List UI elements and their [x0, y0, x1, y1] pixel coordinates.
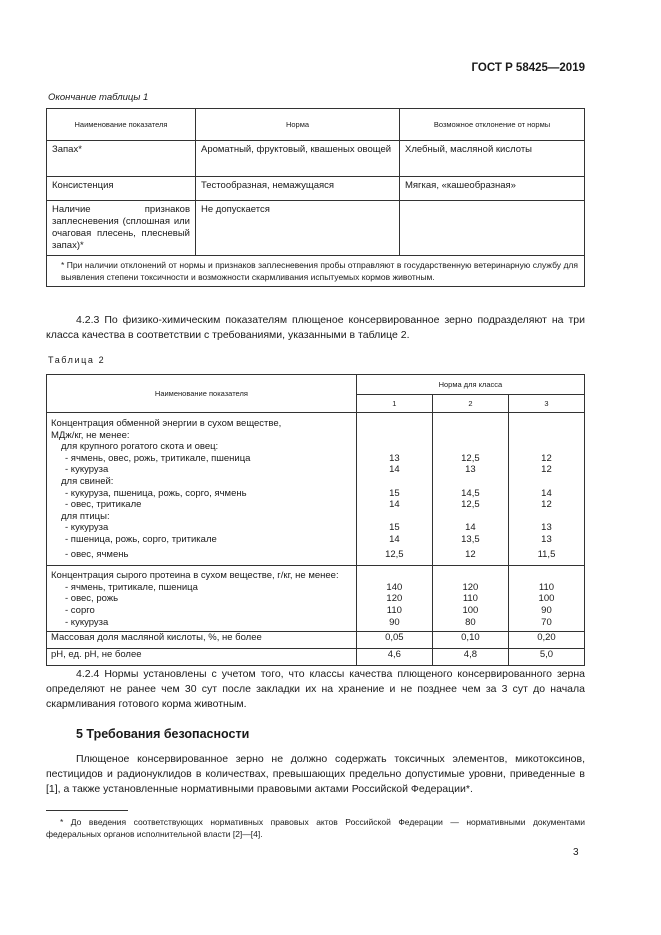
- table-row: [47, 649, 585, 666]
- paragraph-4-2-3: 4.2.3 По физико-химическим показателям плющеное консервированное зерно подразделяют на три класса качества в соответствии с требованиями, указанными в таблице 2.: [46, 314, 585, 341]
- class-value: [513, 476, 580, 488]
- table-row: [47, 413, 585, 566]
- table1: [46, 108, 585, 287]
- class-value: 12: [541, 499, 552, 511]
- class-value: 12,5: [461, 452, 480, 464]
- class-value: [361, 441, 428, 453]
- table2-energy-class1: [356, 413, 432, 566]
- table-row: [47, 141, 585, 177]
- table-row: [47, 632, 585, 649]
- table-row: [47, 177, 585, 201]
- class-value: 15: [389, 487, 400, 499]
- table-row: [47, 566, 585, 632]
- table2-header-row: [47, 375, 585, 395]
- class-value: [437, 570, 504, 582]
- param-line: - кукуруза: [65, 522, 109, 534]
- class-value: 13: [541, 522, 552, 534]
- table2-header-norm: Норма для класса: [356, 375, 584, 395]
- param-line: для свиней:: [61, 475, 114, 487]
- footnote-separator: [46, 810, 128, 811]
- table1-footnote: * При наличии отклонений от нормы и признаков заплесневения пробы отправляют в государственную ветеринарную службу для выявления степени токсичности и возможности скармливания испытуемых кормов животным.: [47, 256, 585, 287]
- class-value: 13: [465, 464, 476, 476]
- class-value: [437, 441, 504, 453]
- param-line: для крупного рогатого скота и овец:: [61, 441, 219, 453]
- table2-energy-params: [47, 413, 357, 566]
- table2: [46, 374, 585, 666]
- class-value: 120: [462, 581, 479, 593]
- table1-footnote-row: [47, 256, 585, 287]
- table-cell: 0,20: [508, 632, 584, 649]
- table1-caption: Окончание таблицы 1: [48, 92, 149, 103]
- class-value: [437, 430, 504, 442]
- class-value: 90: [541, 604, 552, 616]
- class-value: 110: [462, 593, 478, 605]
- document-standard-number: ГОСТ Р 58425—2019: [471, 62, 585, 74]
- class-value: [513, 418, 580, 430]
- table-cell: Ароматный, фруктовый, квашеных овощей: [196, 141, 400, 177]
- table-cell: 4,6: [356, 649, 432, 666]
- class-value: 100: [462, 604, 479, 616]
- table-cell: Консистенция: [47, 177, 196, 201]
- class-value: [513, 441, 580, 453]
- table-cell: Мягкая, «кашеобразная»: [400, 177, 585, 201]
- page-number: 3: [573, 847, 579, 858]
- table-cell: 0,10: [432, 632, 508, 649]
- param-line: - пшеница, рожь, сорго, тритикале: [65, 533, 217, 545]
- class-value: [361, 570, 428, 582]
- param-line: - сорго: [65, 604, 95, 616]
- paragraph-5: Плющеное консервированное зерно не должно содержать токсичных элементов, микотоксинов, пестицидов и радионуклидов в количествах, превышающих предельно допустимые уровни, приведенные в [1], а также установленные нормативными правовыми актами Российской Федерации*.: [46, 753, 585, 795]
- class-value: 100: [538, 593, 555, 605]
- table2-energy-class2: [432, 413, 508, 566]
- table-cell: Хлебный, масляной кислоты: [400, 141, 585, 177]
- table2-protein-class2: [432, 566, 508, 632]
- param-line: для птицы:: [61, 510, 110, 522]
- table-cell: 5,0: [508, 649, 584, 666]
- class-value: 13: [389, 452, 400, 464]
- table1-header: Возможное отклонение от нормы: [400, 109, 585, 141]
- table2-protein-params: [47, 566, 357, 632]
- class-value: [361, 476, 428, 488]
- table2-class-header: 3: [508, 395, 584, 413]
- section-5-title: 5 Требования безопасности: [76, 727, 250, 741]
- class-value: 120: [386, 593, 403, 605]
- class-value: 15: [389, 522, 400, 534]
- table2-protein-class3: [508, 566, 584, 632]
- class-value: 12: [465, 548, 476, 560]
- table2-ph-param: pH, ед. pH, не более: [47, 649, 357, 666]
- param-line: - ячмень, овес, рожь, тритикале, пшеница: [65, 452, 251, 464]
- class-value: [437, 511, 504, 523]
- table2-caption: Таблица 2: [48, 355, 106, 365]
- class-value: [361, 430, 428, 442]
- class-value: 11,5: [537, 548, 556, 560]
- class-value: 12: [541, 452, 552, 464]
- class-value: 14: [389, 499, 400, 511]
- class-value: 90: [389, 616, 400, 628]
- table-cell: Наличие признаков заплесневения (сплошная или очаговая плесень, плесневый запах)*: [47, 201, 196, 256]
- class-value: 110: [538, 581, 555, 593]
- param-line: Концентрация обменной энергии в сухом веществе,: [51, 418, 282, 429]
- class-value: [361, 511, 428, 523]
- table2-oil-param: Массовая доля масляной кислоты, %, не более: [47, 632, 357, 649]
- param-line: - овес, ячмень: [65, 548, 129, 560]
- class-value: 140: [386, 581, 403, 593]
- class-value: 110: [386, 604, 402, 616]
- class-value: 12,5: [461, 499, 480, 511]
- table2-protein-class1: [356, 566, 432, 632]
- param-line: МДж/кг, не менее:: [51, 429, 130, 441]
- param-line: - кукуруза: [65, 464, 109, 476]
- class-value: 14,5: [461, 487, 480, 499]
- table1-header: Норма: [196, 109, 400, 141]
- class-value: 14: [389, 533, 400, 545]
- param-line: - кукуруза: [65, 616, 109, 628]
- class-value: [513, 570, 580, 582]
- class-value: 14: [465, 522, 476, 534]
- class-value: 13: [541, 533, 552, 545]
- class-value: [513, 511, 580, 523]
- table-cell: 4,8: [432, 649, 508, 666]
- param-line: - овес, рожь: [65, 593, 119, 605]
- table-cell: 0,05: [356, 632, 432, 649]
- class-value: 12,5: [385, 548, 404, 560]
- class-value: [361, 418, 428, 430]
- table-cell: Не допускается: [196, 201, 400, 256]
- class-value: 14: [541, 487, 552, 499]
- param-line: Концентрация сырого протеина в сухом веществе, г/кг, не менее:: [51, 570, 339, 582]
- class-value: [437, 418, 504, 430]
- class-value: 14: [389, 464, 400, 476]
- table-cell: [400, 201, 585, 256]
- class-value: 70: [541, 616, 552, 628]
- table1-header: Наименование показателя: [47, 109, 196, 141]
- table-cell: Запах*: [47, 141, 196, 177]
- class-value: [513, 430, 580, 442]
- table2-header-param: Наименование показателя: [47, 375, 357, 413]
- table2-class-header: 2: [432, 395, 508, 413]
- class-value: 80: [465, 616, 476, 628]
- table2-class-header: 1: [356, 395, 432, 413]
- param-line: - овес, тритикале: [65, 499, 142, 511]
- table-cell: Тестообразная, немажущаяся: [196, 177, 400, 201]
- table-row: [47, 201, 585, 256]
- class-value: [437, 476, 504, 488]
- param-line: - кукуруза, пшеница, рожь, сорго, ячмень: [65, 487, 247, 499]
- table2-energy-class3: [508, 413, 584, 566]
- class-value: 12: [541, 464, 552, 476]
- paragraph-4-2-4: 4.2.4 Нормы установлены с учетом того, что классы качества плющеного консервированного зерна определяют не ранее чем 30 сут после закладки их на хранение и не позднее чем за 3 сут до начала скармливания готового корма животным.: [46, 668, 585, 710]
- param-line: - ячмень, тритикале, пшеница: [65, 581, 198, 593]
- table1-header-row: [47, 109, 585, 141]
- page-footnote: * До введения соответствующих нормативных правовых актов Российской Федерации — нормативными документами федеральных органов исполнительной власти [2]—[4].: [46, 817, 585, 839]
- class-value: 13,5: [461, 533, 480, 545]
